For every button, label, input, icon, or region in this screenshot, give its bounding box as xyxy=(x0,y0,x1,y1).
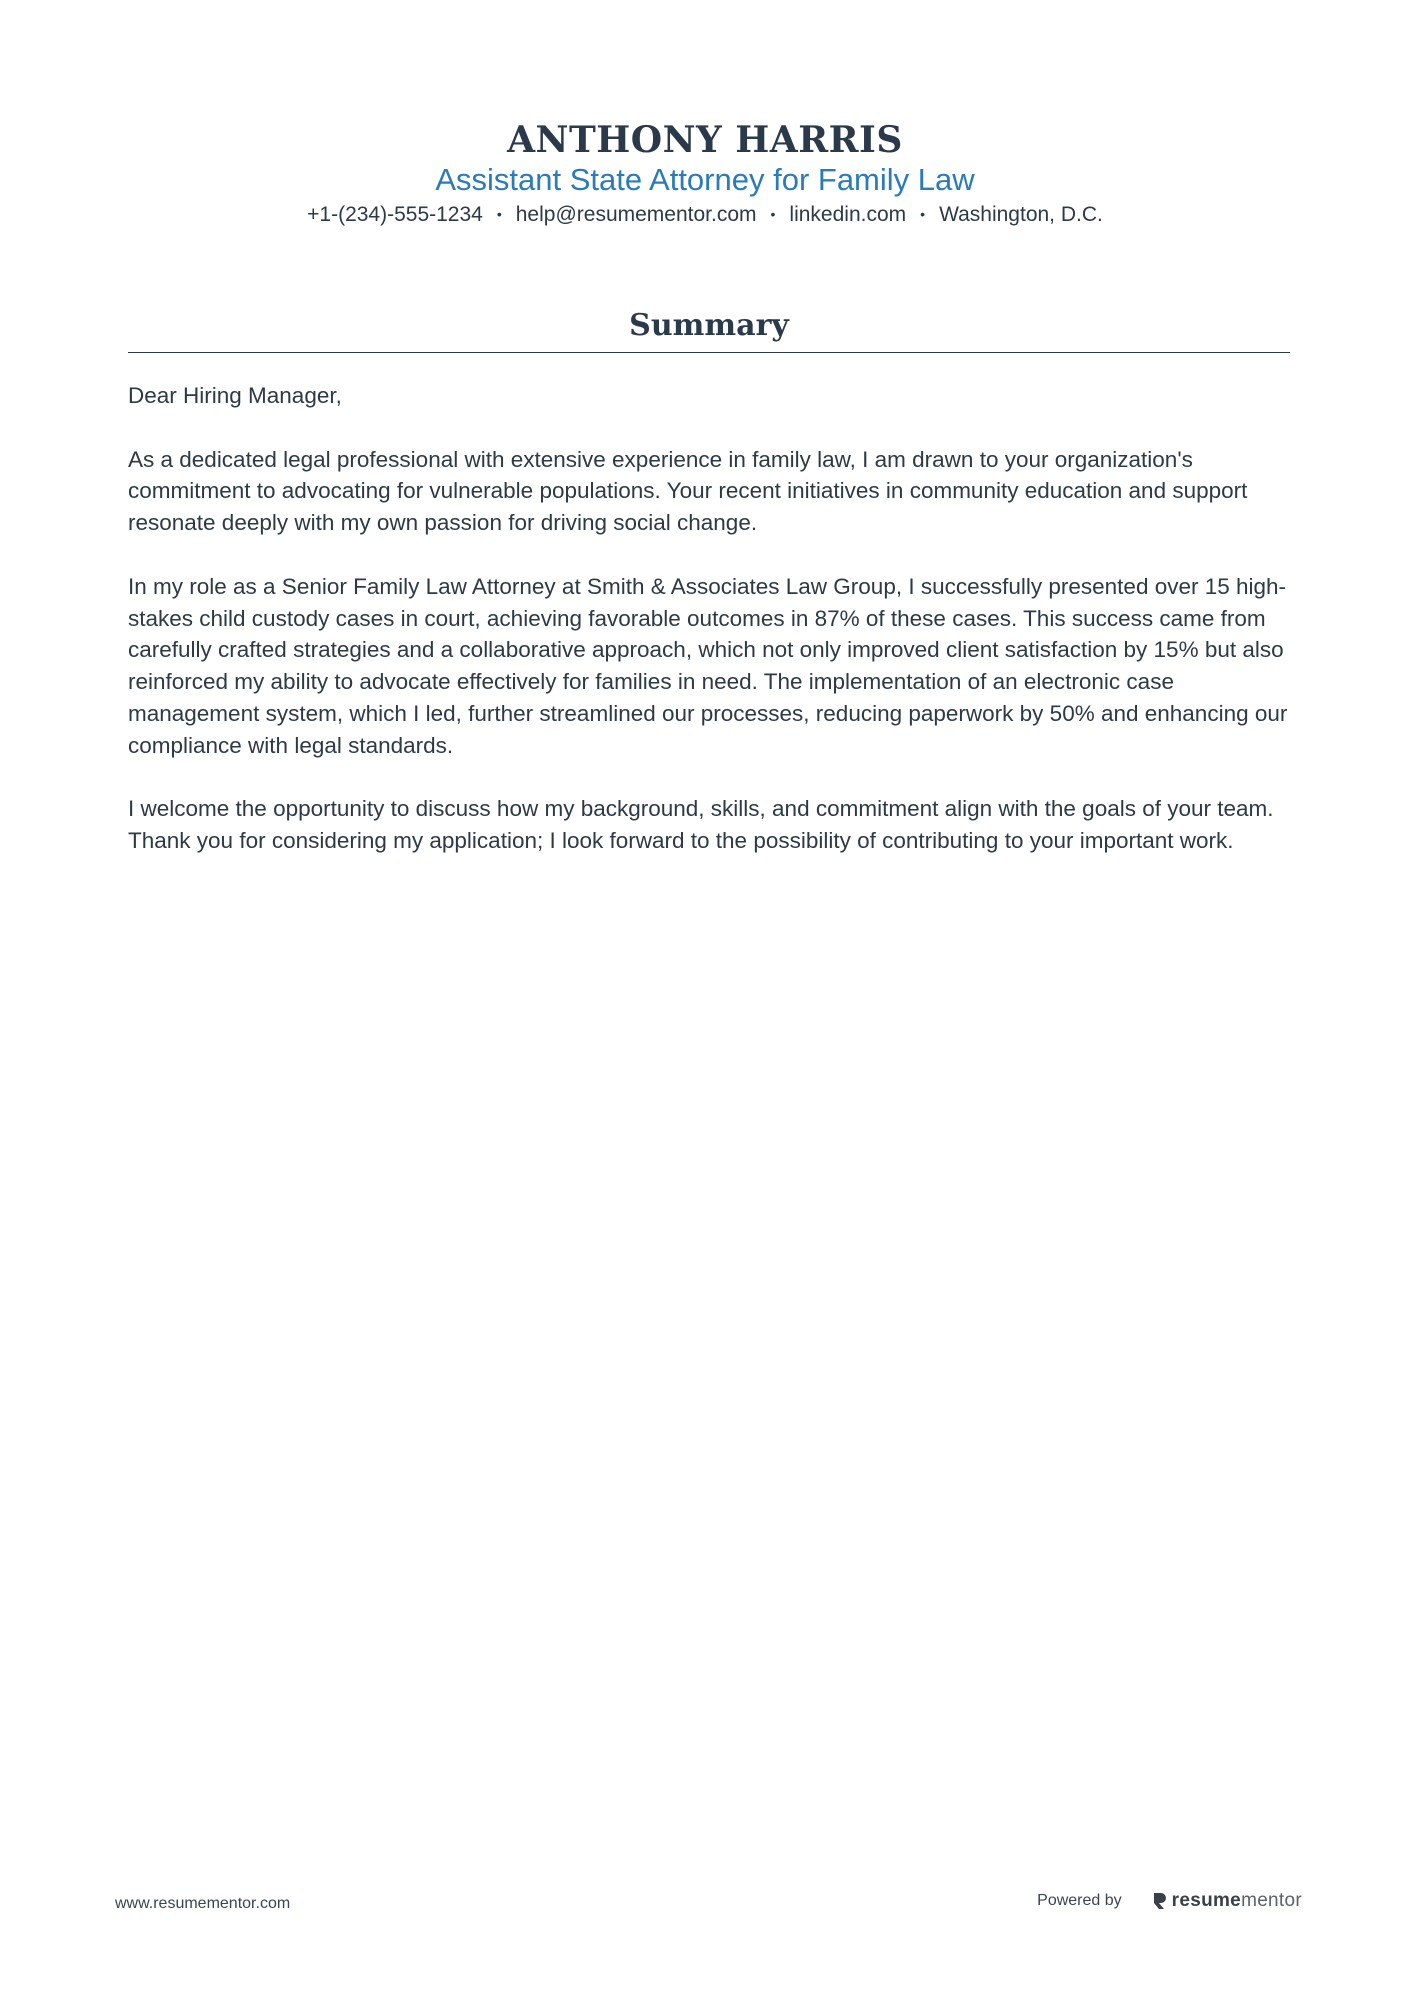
powered-by-label: Powered by xyxy=(1037,1892,1122,1909)
contact-phone: +1-(234)-555-1234 xyxy=(307,203,483,226)
section-title: Summary xyxy=(629,308,789,343)
contact-email[interactable]: help@resumementor.com xyxy=(515,203,757,226)
job-title: Assistant State Attorney for Family Law xyxy=(435,162,975,197)
letter-body xyxy=(128,380,1290,889)
letter-paragraph-1: As a dedicated legal professional with extensive experience in family law, I am drawn to your organization's commitment to advocating for vulnerable populations. Your recent initiatives in community education and support resonate deeply with my own passion for driving social change. xyxy=(128,446,1248,536)
footer-branding xyxy=(1037,1890,1302,1912)
letter-greeting: Dear Hiring Manager, xyxy=(128,383,342,408)
resumementor-logo-icon xyxy=(1152,1891,1168,1911)
candidate-name: ANTHONY HARRIS xyxy=(507,119,903,161)
contact-location: Washington, D.C. xyxy=(939,203,1103,226)
letter-paragraph-3: I welcome the opportunity to discuss how my background, skills, and commitment align with the goals of your team. Thank you for considering my application; I look forward to the possibility of contributing to your important work. xyxy=(128,796,1274,854)
separator-dot: • xyxy=(920,206,926,222)
separator-dot: • xyxy=(496,206,502,222)
letter-paragraph-2: In my role as a Senior Family Law Attorney at Smith & Associates Law Group, I successfully presented over 15 high-stakes child custody cases in court, achieving favorable outcomes in 87% of these cases. This success came from carefully crafted strategies and a collaborative approach, which not only improved client satisfaction by 15% but also reinforced my ability to advocate effectively for families in need. The implementation of an electronic case management system, which I led, further streamlined our processes, reducing paperwork by 50% and enhancing our compliance with legal standards. xyxy=(128,573,1288,758)
contact-linkedin[interactable]: linkedin.com xyxy=(789,203,907,226)
contact-line xyxy=(0,199,1410,230)
footer-website[interactable]: www.resumementor.com xyxy=(115,1895,291,1912)
summary-section-heading xyxy=(128,306,1290,353)
brand-name-light: mentor xyxy=(1241,1890,1302,1911)
header xyxy=(0,116,1410,230)
section-divider xyxy=(128,352,1290,353)
brand-name-bold: resume xyxy=(1171,1890,1242,1911)
brand-logo[interactable] xyxy=(1152,1890,1302,1912)
separator-dot: • xyxy=(770,206,776,222)
